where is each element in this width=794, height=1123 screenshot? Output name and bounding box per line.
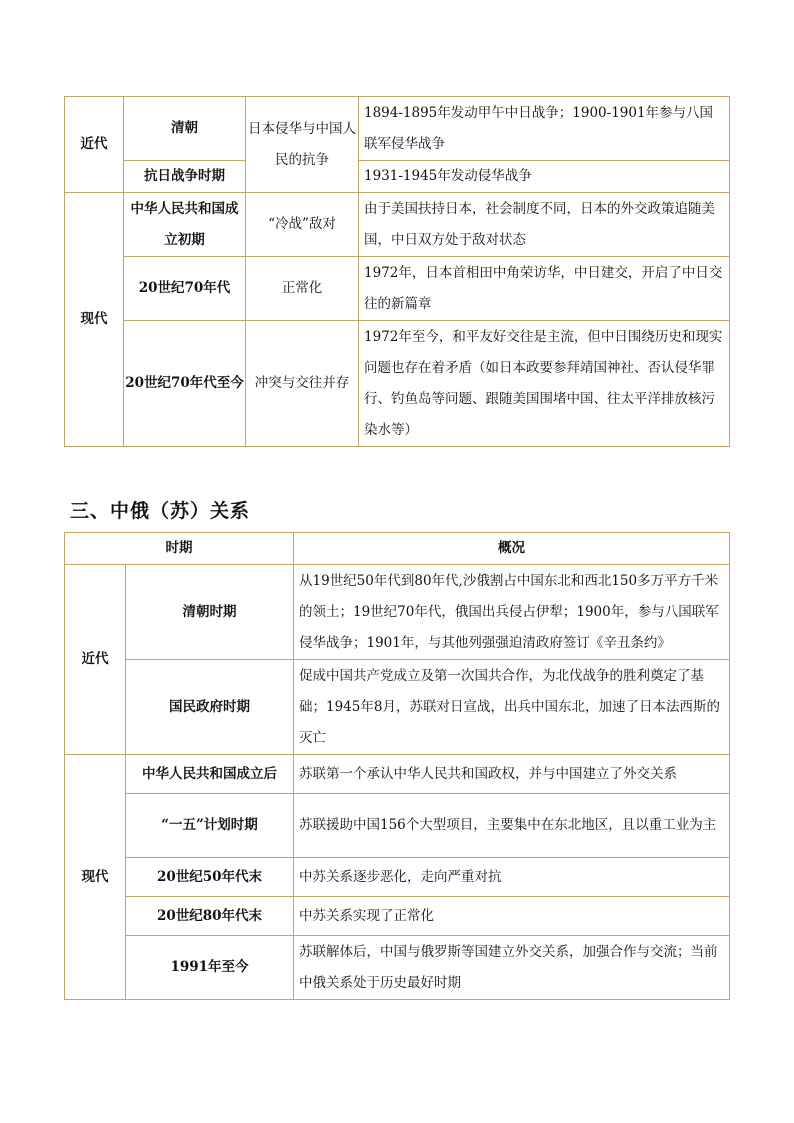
qing-desc-cell: 1894-1895年发动甲午中日战争；1900-1901年参与八国联军侵华战争 (359, 97, 730, 161)
s70-desc-cell: 1972年，日本首相田中角荣访华，中日建交，开启了中日交往的新篇章 (359, 257, 730, 321)
theme-invasion-cell: 日本侵华与中国人民的抗争 (246, 97, 359, 193)
period-1991-cell: 1991年至今 (126, 936, 294, 1000)
era-modern-cell: 近代 (65, 97, 124, 193)
theme-conflict-cell: 冲突与交往并存 (246, 321, 359, 447)
period-late50s-cell: 20世纪50年代末 (126, 858, 294, 897)
y1991-desc-cell: 苏联解体后，中国与俄罗斯等国建立外交关系，加强合作与交流；当前中俄关系处于历史最好时期 (294, 936, 730, 1000)
era-contemporary-cell: 现代 (65, 193, 124, 447)
period-fyp-cell: “一五”计划时期 (126, 794, 294, 858)
sino-japanese-relations-table (64, 96, 730, 447)
late80s-desc-cell: 中苏关系实现了正常化 (294, 897, 730, 936)
period-1970s-cell: 20世纪70年代 (124, 257, 246, 321)
qing-desc-cell: 从19世纪50年代到80年代,沙俄割占中国东北和西北150多万平方千米的领土；19世纪70年代，俄国出兵侵占伊犁；1900年，参与八国联军侵华战争；1901年，与其他列强强迫清政府签订《辛丑条约》 (294, 565, 730, 660)
theme-normalization-cell: 正常化 (246, 257, 359, 321)
late50s-desc-cell: 中苏关系逐步恶化，走向严重对抗 (294, 858, 730, 897)
period-late80s-cell: 20世纪80年代末 (126, 897, 294, 936)
anti-japanese-desc-cell: 1931-1945年发动侵华战争 (359, 161, 730, 193)
theme-cold-war-cell: “冷战”敌对 (246, 193, 359, 257)
section-title: 三、中俄（苏）关系 (70, 500, 251, 522)
prc-founded-desc-cell: 苏联第一个承认中华人民共和国政权，并与中国建立了外交关系 (294, 755, 730, 794)
period-qing-cell: 清朝 (124, 97, 246, 161)
period-anti-japanese-cell: 抗日战争时期 (124, 161, 246, 193)
era-modern-cell: 近代 (65, 565, 126, 755)
period-prc-early-cell: 中华人民共和国成立初期 (124, 193, 246, 257)
fyp-desc-cell: 苏联援助中国156个大型项目，主要集中在东北地区，且以重工业为主 (294, 794, 730, 858)
kmt-desc-cell: 促成中国共产党成立及第一次国共合作，为北伐战争的胜利奠定了基础；1945年8月，苏联对日宣战，出兵中国东北，加速了日本法西斯的灭亡 (294, 660, 730, 755)
s70-now-desc-cell: 1972年至今，和平友好交往是主流，但中日围绕历史和现实问题也存在着矛盾（如日本政要参拜靖国神社、否认侵华罪行、钓鱼岛等问题、跟随美国围堵中国、往太平洋排放核污染水等） (359, 321, 730, 447)
period-1970s-now-cell: 20世纪70年代至今 (124, 321, 246, 447)
period-kmt-cell: 国民政府时期 (126, 660, 294, 755)
sino-russian-relations-table (64, 532, 730, 1000)
prc-early-desc-cell: 由于美国扶持日本，社会制度不同，日本的外交政策追随美国，中日双方处于敌对状态 (359, 193, 730, 257)
header-summary-cell: 概况 (294, 533, 730, 565)
period-qing-cell: 清朝时期 (126, 565, 294, 660)
header-period-cell: 时期 (65, 533, 294, 565)
era-contemporary-cell: 现代 (65, 755, 126, 1000)
period-prc-founded-cell: 中华人民共和国成立后 (126, 755, 294, 794)
